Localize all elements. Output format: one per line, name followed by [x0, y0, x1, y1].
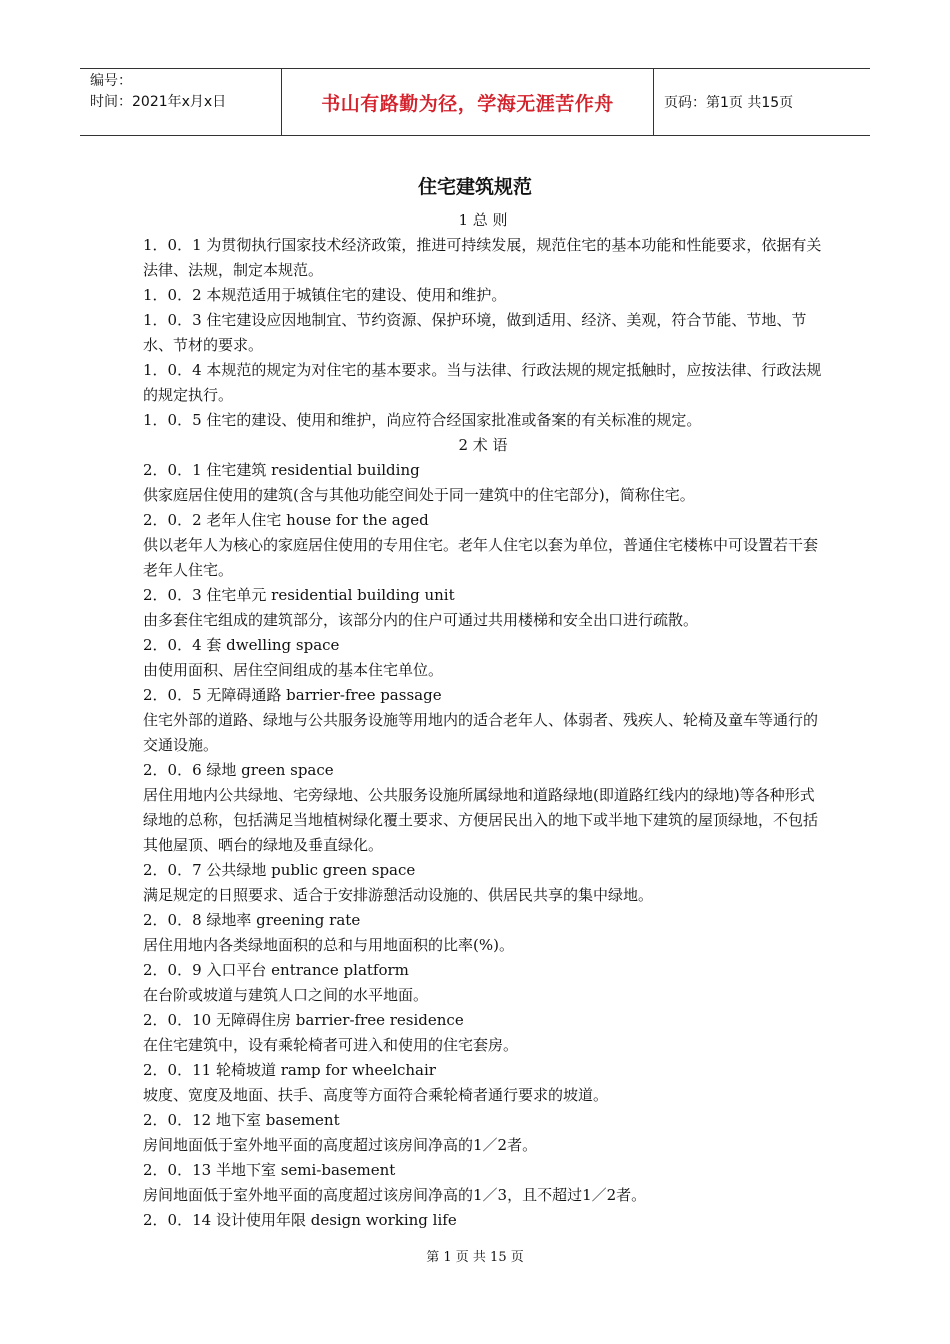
section-heading: 1 总 则 [458, 211, 508, 229]
paragraph: 1．0．3 住宅建设应因地制宜、节约资源、保护环境，做到适用、经济、美观，符合节能、节地、节水、节材的要求。 [143, 311, 807, 354]
term-entry: 2．0．8 绿地率 greening rate [143, 911, 361, 929]
term-entry: 2．0．1 住宅建筑 residential building [143, 461, 420, 479]
document-body [143, 208, 823, 1233]
term-definition: 在台阶或坡道与建筑人口之间的水平地面。 [143, 986, 429, 1004]
paragraph: 1．0．1 为贯彻执行国家技术经济政策，推进可持续发展，规范住宅的基本功能和性能要求，依据有关法律、法规，制定本规范。 [143, 236, 822, 279]
header-time-label: 时间：2021年x月x日 [90, 94, 227, 110]
term-definition: 房间地面低于室外地平面的高度超过该房间净高的1／2者。 [143, 1136, 538, 1154]
term-entry: 2．0．6 绿地 green space [143, 761, 334, 779]
term-definition: 居住用地内各类绿地面积的总和与用地面积的比率(%)。 [143, 936, 514, 954]
term-entry: 2．0．3 住宅单元 residential building unit [143, 586, 455, 604]
term-definition: 供以老年人为核心的家庭居住使用的专用住宅。老年人住宅以套为单位，普通住宅楼栋中可设置若干套老年人住宅。 [143, 536, 819, 579]
term-entry: 2．0．12 地下室 basement [143, 1111, 340, 1129]
term-entry: 2．0．14 设计使用年限 design working life [143, 1211, 457, 1229]
term-definition: 由使用面积、居住空间组成的基本住宅单位。 [143, 661, 444, 679]
paragraph: 1．0．2 本规范适用于城镇住宅的建设、使用和维护。 [143, 286, 507, 304]
page-header [80, 68, 870, 136]
term-entry: 2．0．7 公共绿地 public green space [143, 861, 416, 879]
paragraph: 1．0．4 本规范的规定为对住宅的基本要求。当与法律、行政法规的规定抵触时，应按法律、行政法规的规定执行。 [143, 361, 822, 404]
term-entry: 2．0．5 无障碍通路 barrier-free passage [143, 686, 442, 704]
term-definition: 由多套住宅组成的建筑部分，该部分内的住户可通过共用楼梯和安全出口进行疏散。 [143, 611, 699, 629]
header-meta [80, 69, 282, 135]
term-entry: 2．0．4 套 dwelling space [143, 636, 340, 654]
header-page-info: 页码：第1页 共15页 [664, 95, 794, 111]
header-slogan: 书山有路勤为径，学海无涯苦作舟 [282, 69, 654, 135]
term-entry: 2．0．9 入口平台 entrance platform [143, 961, 409, 979]
document-title: 住宅建筑规范 [417, 176, 532, 198]
page-footer: 第 1 页 共 15 页 [426, 1250, 524, 1265]
term-definition: 满足规定的日照要求、适合于安排游憩活动设施的、供居民共享的集中绿地。 [143, 886, 654, 904]
term-entry: 2．0．2 老年人住宅 house for the aged [143, 511, 429, 529]
paragraph: 1．0．5 住宅的建设、使用和维护，尚应符合经国家批准或备案的有关标准的规定。 [143, 411, 702, 429]
term-definition: 居住用地内公共绿地、宅旁绿地、公共服务设施所属绿地和道路绿地(即道路红线内的绿地)等各种形式绿地的总称，包括满足当地植树绿化覆土要求、方便居民出入的地下或半地下建筑的屋顶绿地，不包括其他屋顶、晒台的绿地及垂直绿化。 [143, 786, 819, 854]
section-heading: 2 术 语 [458, 436, 508, 454]
term-entry: 2．0．10 无障碍住房 barrier-free residence [143, 1011, 464, 1029]
term-entry: 2．0．11 轮椅坡道 ramp for wheelchair [143, 1061, 436, 1079]
header-number-label: 编号： [90, 73, 132, 89]
term-definition: 住宅外部的道路、绿地与公共服务设施等用地内的适合老年人、体弱者、残疾人、轮椅及童车等通行的交通设施。 [143, 711, 819, 754]
term-definition: 坡度、宽度及地面、扶手、高度等方面符合乘轮椅者通行要求的坡道。 [143, 1086, 609, 1104]
term-definition: 供家庭居住使用的建筑(含与其他功能空间处于同一建筑中的住宅部分)，简称住宅。 [143, 486, 695, 504]
term-entry: 2．0．13 半地下室 semi-basement [143, 1161, 396, 1179]
term-definition: 在住宅建筑中，设有乘轮椅者可进入和使用的住宅套房。 [143, 1036, 519, 1054]
term-definition: 房间地面低于室外地平面的高度超过该房间净高的1／3，且不超过1／2者。 [143, 1186, 647, 1204]
